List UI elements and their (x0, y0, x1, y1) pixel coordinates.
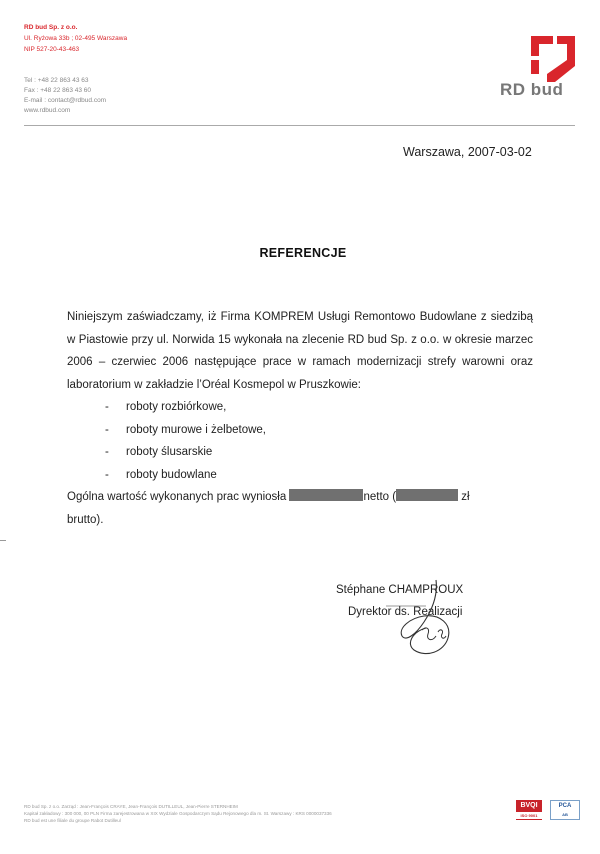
value-suffix: brutto). (67, 513, 104, 526)
scan-edge-mark (0, 540, 6, 541)
footer-line2: Kapitał zakładowy : 300 000, 00 PLN Firma zarejestrowana w XIX Wydziale Gospodarczym Sądu Rejonowego dla m. St. Warszawy : KRS 0000037336 (24, 811, 332, 816)
value-currency: zł (461, 491, 470, 503)
signer-name: Stéphane CHAMPROUX (336, 584, 464, 596)
badge2-label: PCA (558, 803, 572, 809)
handwritten-signature-icon (366, 576, 486, 662)
contact-email: E-mail : contact@rdbud.com (24, 97, 107, 104)
footer (24, 803, 494, 824)
contact-fax: Fax : +48 22 863 43 60 (24, 87, 92, 94)
company-address: Ul. Ryżowa 33b ; 02-495 Warszawa (24, 35, 128, 42)
redacted-net-value (289, 489, 363, 501)
company-name: RD bud Sp. z o.o. (24, 24, 78, 31)
list-item: - roboty budowlane (67, 464, 533, 487)
letter-title: REFERENCJE (259, 246, 347, 260)
value-prefix: Ogólna wartość wykonanych prac wyniosła (67, 491, 287, 503)
value-net-label: netto ( (363, 491, 397, 503)
badge1-label: BVQI (520, 802, 538, 809)
value-line (67, 486, 533, 509)
badge1-sub: ISO 9001 (516, 812, 542, 819)
logo-text: RD bud (500, 80, 564, 99)
footer-line1: RD bud Sp. z o.o. Zarząd : Jean-François CRAYE, Jean-François DUTILLEUL, Jean-Pierre STERNHEIM (24, 804, 238, 809)
reference-paragraph: Niniejszym zaświadczamy, iż Firma KOMPREM Usługi Remontowo Budowlane z siedzibą w Piastowie przy ul. Norwida 15 wykonała na zlecenie RD bud Sp. z o.o. w okresie marzec 2006 – czerwiec 2006 następujące prace w ramach modernizacji strefy warowni oraz laboratorium w zakładzie l’Oréal Kosmepol w Pruszkowie: (67, 311, 533, 391)
list-item: - roboty ślusarskie (67, 441, 533, 464)
pca-certification-badge (550, 800, 580, 820)
letter-body (67, 306, 533, 531)
redacted-gross-value (396, 489, 458, 501)
footer-line3: RD bud est une filiale du groupe Rabot Dutilleul (24, 818, 121, 823)
bvqi-certification-badge (516, 800, 542, 820)
signer-role: Dyrektor ds. Realizacji (348, 606, 463, 618)
list-item: - roboty murowe i żelbetowe, (67, 419, 533, 442)
list-item: - roboty rozbiórkowe, (67, 396, 533, 419)
place-date: Warszawa, 2007-03-02 (403, 145, 532, 159)
contact-website: www.rdbud.com (24, 107, 71, 114)
company-nip: NIP 527-20-43-463 (24, 46, 80, 53)
header-divider (24, 125, 575, 126)
badge2-sub: AB (562, 812, 568, 817)
works-list (67, 396, 533, 486)
contact-tel: Tel : +48 22 863 43 63 (24, 77, 89, 84)
contact-info (24, 76, 106, 116)
company-info (24, 22, 127, 55)
